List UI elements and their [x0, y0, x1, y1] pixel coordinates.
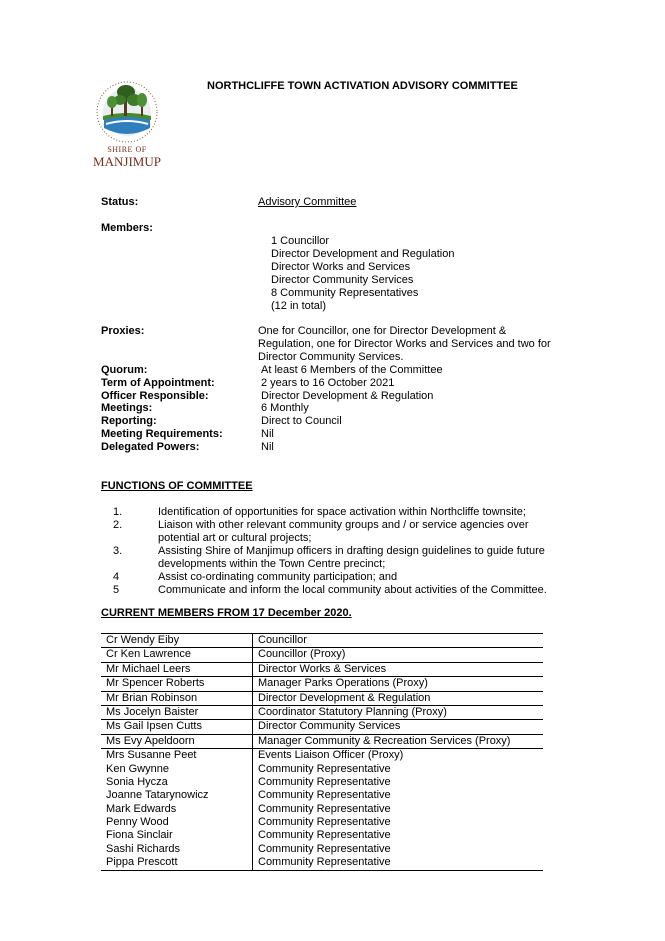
member-item: Director Development and Regulation	[271, 248, 455, 260]
function-text: Identification of opportunities for space activation within Northcliffe townsite;	[158, 506, 526, 518]
term-label: Term of Appointment:	[101, 377, 215, 389]
table-row	[101, 803, 543, 816]
member-role: Director Community Services	[253, 720, 544, 734]
meeting-req-value: Nil	[261, 428, 274, 440]
member-role: Community Representative	[253, 776, 544, 789]
members-label: Members:	[101, 222, 153, 234]
member-item: Director Community Services	[271, 274, 414, 286]
term-value: 2 years to 16 October 2021	[261, 377, 395, 389]
function-number: 5	[113, 584, 120, 596]
member-role: Community Representative	[253, 763, 544, 776]
table-row	[101, 691, 543, 705]
member-role: Manager Parks Operations (Proxy)	[253, 677, 544, 691]
member-role: Manager Community & Recreation Services (Proxy)	[253, 734, 544, 748]
current-members-heading: CURRENT MEMBERS FROM 17 December 2020.	[101, 607, 352, 619]
member-item: 8 Community Representatives	[271, 287, 419, 299]
function-number: 1.	[113, 506, 123, 518]
function-number: 4	[113, 571, 120, 583]
quorum-label: Quorum:	[101, 364, 148, 376]
proxies-value	[258, 325, 551, 364]
member-name: Mr Michael Leers	[101, 662, 253, 676]
member-name: Ken Gwynne	[106, 762, 169, 775]
members-list	[271, 235, 454, 313]
member-name: Mr Brian Robinson	[101, 691, 253, 705]
member-name: Pippa Prescott	[101, 856, 253, 870]
reporting-value: Direct to Council	[261, 415, 342, 427]
function-item	[113, 506, 563, 519]
function-text: Communicate and inform the local community about activities of the Committee.	[158, 584, 547, 596]
function-number: 2.	[113, 519, 123, 531]
functions-heading: FUNCTIONS OF COMMITTEE	[101, 480, 253, 492]
member-name: Ms Jocelyn Baister	[101, 705, 253, 719]
member-role: Director Development & Regulation	[253, 691, 544, 705]
table-row	[101, 705, 543, 719]
member-name: Sonia Hycza	[106, 775, 168, 788]
table-row	[101, 789, 543, 802]
member-item: Director Works and Services	[271, 261, 411, 273]
member-name: Cr Ken Lawrence	[101, 648, 253, 662]
officer-label: Officer Responsible:	[101, 390, 209, 402]
member-role: Councillor	[253, 634, 544, 648]
shire-logo	[84, 78, 170, 174]
table-row	[101, 816, 543, 829]
current-members-table	[101, 633, 543, 871]
table-row	[101, 677, 543, 691]
member-role: Events Liaison Officer (Proxy)	[253, 749, 544, 763]
proxies-line: Regulation, one for Director Works and Services and two for	[258, 338, 551, 350]
function-text: Liaison with other relevant community groups and / or service agencies over potential art or cultural projects;	[158, 519, 529, 544]
member-name: Fiona Sinclair	[106, 829, 173, 842]
member-role: Councillor (Proxy)	[253, 648, 544, 662]
status-label: Status:	[101, 196, 139, 208]
table-row	[101, 634, 543, 648]
member-name: Penny Wood	[106, 816, 169, 829]
quorum-value: At least 6 Members of the Committee	[261, 364, 443, 376]
member-role: Community Representative	[253, 856, 544, 870]
function-item	[113, 545, 563, 571]
proxies-label: Proxies:	[101, 325, 145, 337]
function-item	[113, 519, 563, 545]
function-text: Assisting Shire of Manjimup officers in drafting design guidelines to guide future developments within the Town Centre precinct;	[158, 545, 545, 570]
table-row	[101, 776, 543, 789]
meetings-label: Meetings:	[101, 402, 153, 414]
member-name: Mrs Susanne Peet	[106, 749, 197, 762]
table-row	[101, 749, 543, 763]
table-row	[101, 829, 543, 842]
functions-list	[113, 506, 563, 597]
member-role: Community Representative	[253, 789, 544, 802]
document-title: NORTHCLIFFE TOWN ACTIVATION ADVISORY COMMITTEE	[207, 80, 518, 92]
table-row	[101, 763, 543, 776]
member-role: Community Representative	[253, 816, 544, 829]
member-role: Community Representative	[253, 803, 544, 816]
member-name: Ms Evy Apeldoorn	[101, 734, 253, 748]
member-role: Director Works & Services	[253, 662, 544, 676]
reporting-label: Reporting:	[101, 415, 157, 427]
proxies-line: One for Councillor, one for Director Development &	[258, 325, 507, 337]
status-value: Advisory Committee	[258, 196, 357, 208]
table-row	[101, 856, 543, 870]
table-row	[101, 843, 543, 856]
table-row	[101, 648, 543, 662]
meeting-req-label: Meeting Requirements:	[101, 428, 223, 440]
delegated-label: Delegated Powers:	[101, 441, 200, 453]
proxies-line: Director Community Services.	[258, 351, 404, 363]
logo-manjimup: MANJIMUP	[93, 154, 161, 169]
member-name: Sashi Richards	[106, 842, 180, 855]
member-name: Mr Spencer Roberts	[101, 677, 253, 691]
member-name: Cr Wendy Eiby	[101, 634, 253, 648]
table-row	[101, 720, 543, 734]
function-text: Assist co-ordinating community participation; and	[158, 571, 398, 583]
logo-emblem-icon	[84, 78, 170, 146]
table-row	[101, 734, 543, 748]
member-name: Joanne Tatarynowicz	[106, 789, 209, 802]
member-role: Coordinator Statutory Planning (Proxy)	[253, 705, 544, 719]
officer-value: Director Development & Regulation	[261, 390, 434, 402]
logo-shire-of: SHIRE OF	[107, 145, 147, 154]
table-row	[101, 662, 543, 676]
delegated-value: Nil	[261, 441, 274, 453]
function-item	[113, 584, 563, 597]
meetings-value: 6 Monthly	[261, 402, 309, 414]
member-role: Community Representative	[253, 843, 544, 856]
function-item	[113, 571, 563, 584]
function-number: 3.	[113, 545, 123, 557]
member-name: Ms Gail Ipsen Cutts	[101, 720, 253, 734]
member-item: (12 in total)	[271, 300, 327, 312]
member-item: 1 Councillor	[271, 235, 330, 247]
member-role: Community Representative	[253, 829, 544, 842]
member-name: Mark Edwards	[106, 802, 177, 815]
